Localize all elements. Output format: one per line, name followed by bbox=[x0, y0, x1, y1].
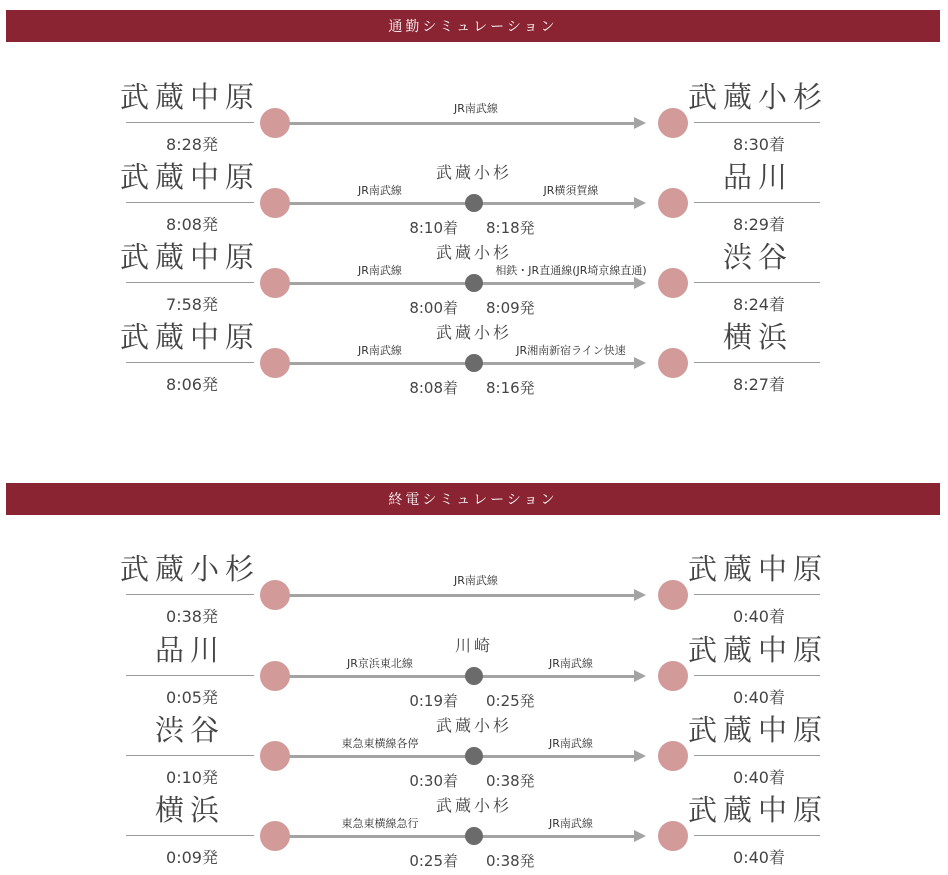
origin-node bbox=[260, 268, 290, 298]
route-track bbox=[276, 362, 642, 365]
departure-time: 8:06発 bbox=[166, 375, 218, 394]
line-label-second: JR南武線 bbox=[549, 817, 593, 830]
departure-time: 7:58発 bbox=[166, 295, 218, 314]
origin-underline bbox=[126, 675, 254, 676]
departure-time: 8:08発 bbox=[166, 215, 218, 234]
destination-station: 武蔵中原 bbox=[687, 793, 828, 827]
origin-underline bbox=[126, 755, 254, 756]
transfer-departure-time: 0:38発 bbox=[486, 772, 535, 790]
line-label: JR南武線 bbox=[454, 102, 498, 115]
transfer-arrival-time: 8:10着 bbox=[409, 219, 458, 237]
transfer-arrival-time: 0:30着 bbox=[409, 772, 458, 790]
transfer-departure-time: 0:25発 bbox=[486, 692, 535, 710]
route-track bbox=[276, 282, 642, 285]
transfer-station: 武蔵小杉 bbox=[435, 163, 512, 182]
origin-station: 武蔵中原 bbox=[119, 320, 260, 354]
route-row bbox=[0, 317, 948, 397]
destination-underline bbox=[694, 835, 820, 836]
transfer-station: 川崎 bbox=[454, 636, 493, 655]
destination-underline bbox=[694, 122, 820, 123]
destination-station: 武蔵中原 bbox=[687, 713, 828, 747]
departure-time: 0:10発 bbox=[166, 768, 218, 787]
transfer-node bbox=[465, 194, 483, 212]
section-header-commute bbox=[6, 10, 940, 42]
origin-station: 品川 bbox=[154, 633, 225, 667]
arrow-right-icon bbox=[634, 197, 646, 209]
route-row bbox=[0, 77, 948, 157]
departure-time: 0:05発 bbox=[166, 688, 218, 707]
origin-underline bbox=[126, 122, 254, 123]
origin-node bbox=[260, 348, 290, 378]
arrival-time: 0:40着 bbox=[733, 607, 785, 626]
transfer-departure-time: 0:38発 bbox=[486, 852, 535, 870]
route-track bbox=[276, 202, 642, 205]
destination-station: 武蔵小杉 bbox=[687, 80, 828, 114]
origin-underline bbox=[126, 282, 254, 283]
line-label-first: 東急東横線急行 bbox=[341, 817, 419, 830]
origin-node bbox=[260, 821, 290, 851]
transfer-node bbox=[465, 827, 483, 845]
arrow-right-icon bbox=[634, 117, 646, 129]
destination-underline bbox=[694, 594, 820, 595]
line-label-first: JR南武線 bbox=[358, 264, 402, 277]
route-row bbox=[0, 237, 948, 317]
destination-underline bbox=[694, 675, 820, 676]
origin-underline bbox=[126, 835, 254, 836]
route-track bbox=[276, 122, 642, 125]
line-label-second: 相鉄・JR直通線(JR埼京線直通) bbox=[495, 264, 647, 277]
route-row bbox=[0, 549, 948, 629]
arrow-right-icon bbox=[634, 277, 646, 289]
destination-underline bbox=[694, 362, 820, 363]
transfer-node bbox=[465, 354, 483, 372]
transfer-station: 武蔵小杉 bbox=[435, 796, 512, 815]
route-track bbox=[276, 755, 642, 758]
origin-node bbox=[260, 188, 290, 218]
transfer-station: 武蔵小杉 bbox=[435, 716, 512, 735]
line-label-second: JR南武線 bbox=[549, 737, 593, 750]
departure-time: 0:09発 bbox=[166, 848, 218, 867]
route-track bbox=[276, 835, 642, 838]
transfer-arrival-time: 0:19着 bbox=[409, 692, 458, 710]
departure-time: 0:38発 bbox=[166, 607, 218, 626]
arrival-time: 0:40着 bbox=[733, 848, 785, 867]
origin-node bbox=[260, 661, 290, 691]
line-label-second: JR南武線 bbox=[549, 657, 593, 670]
arrival-time: 8:27着 bbox=[733, 375, 785, 394]
transfer-arrival-time: 0:25着 bbox=[409, 852, 458, 870]
section-title: 終電シミュレーション bbox=[388, 492, 558, 508]
origin-station: 武蔵中原 bbox=[119, 240, 260, 274]
transfer-node bbox=[465, 274, 483, 292]
departure-time: 8:28発 bbox=[166, 135, 218, 154]
line-label-second: JR横須賀線 bbox=[543, 184, 599, 197]
destination-station: 渋谷 bbox=[722, 240, 793, 274]
line-label-first: JR南武線 bbox=[358, 184, 402, 197]
route-row bbox=[0, 710, 948, 790]
transfer-station: 武蔵小杉 bbox=[435, 323, 512, 342]
section-title: 通勤シミュレーション bbox=[388, 19, 558, 35]
arrival-time: 0:40着 bbox=[733, 768, 785, 787]
arrow-right-icon bbox=[634, 830, 646, 842]
transfer-node bbox=[465, 747, 483, 765]
transfer-departure-time: 8:09発 bbox=[486, 299, 535, 317]
section-header-last-train bbox=[6, 483, 940, 515]
route-row bbox=[0, 790, 948, 870]
arrival-time: 8:29着 bbox=[733, 215, 785, 234]
origin-node bbox=[260, 108, 290, 138]
arrow-right-icon bbox=[634, 589, 646, 601]
arrow-right-icon bbox=[634, 670, 646, 682]
transfer-departure-time: 8:16発 bbox=[486, 379, 535, 397]
destination-underline bbox=[694, 755, 820, 756]
transfer-station: 武蔵小杉 bbox=[435, 243, 512, 262]
origin-node bbox=[260, 580, 290, 610]
destination-underline bbox=[694, 202, 820, 203]
origin-station: 武蔵中原 bbox=[119, 160, 260, 194]
origin-station: 武蔵小杉 bbox=[119, 552, 260, 586]
transfer-node bbox=[465, 667, 483, 685]
origin-underline bbox=[126, 362, 254, 363]
origin-station: 渋谷 bbox=[154, 713, 225, 747]
line-label: JR南武線 bbox=[454, 574, 498, 587]
line-label-first: 東急東横線各停 bbox=[341, 737, 419, 750]
arrow-right-icon bbox=[634, 750, 646, 762]
line-label-first: JR南武線 bbox=[358, 344, 402, 357]
route-row bbox=[0, 630, 948, 710]
origin-node bbox=[260, 741, 290, 771]
destination-station: 横浜 bbox=[722, 320, 793, 354]
origin-station: 横浜 bbox=[154, 793, 225, 827]
route-track bbox=[276, 594, 642, 597]
route-row bbox=[0, 157, 948, 237]
arrival-time: 8:24着 bbox=[733, 295, 785, 314]
origin-underline bbox=[126, 202, 254, 203]
transfer-arrival-time: 8:00着 bbox=[409, 299, 458, 317]
arrow-right-icon bbox=[634, 357, 646, 369]
destination-station: 武蔵中原 bbox=[687, 552, 828, 586]
origin-underline bbox=[126, 594, 254, 595]
origin-station: 武蔵中原 bbox=[119, 80, 260, 114]
transfer-departure-time: 8:18発 bbox=[486, 219, 535, 237]
destination-station: 品川 bbox=[722, 160, 793, 194]
arrival-time: 0:40着 bbox=[733, 688, 785, 707]
transfer-arrival-time: 8:08着 bbox=[409, 379, 458, 397]
route-track bbox=[276, 675, 642, 678]
destination-underline bbox=[694, 282, 820, 283]
destination-station: 武蔵中原 bbox=[687, 633, 828, 667]
line-label-first: JR京浜東北線 bbox=[347, 657, 413, 670]
arrival-time: 8:30着 bbox=[733, 135, 785, 154]
line-label-second: JR湘南新宿ライン快速 bbox=[516, 344, 626, 357]
